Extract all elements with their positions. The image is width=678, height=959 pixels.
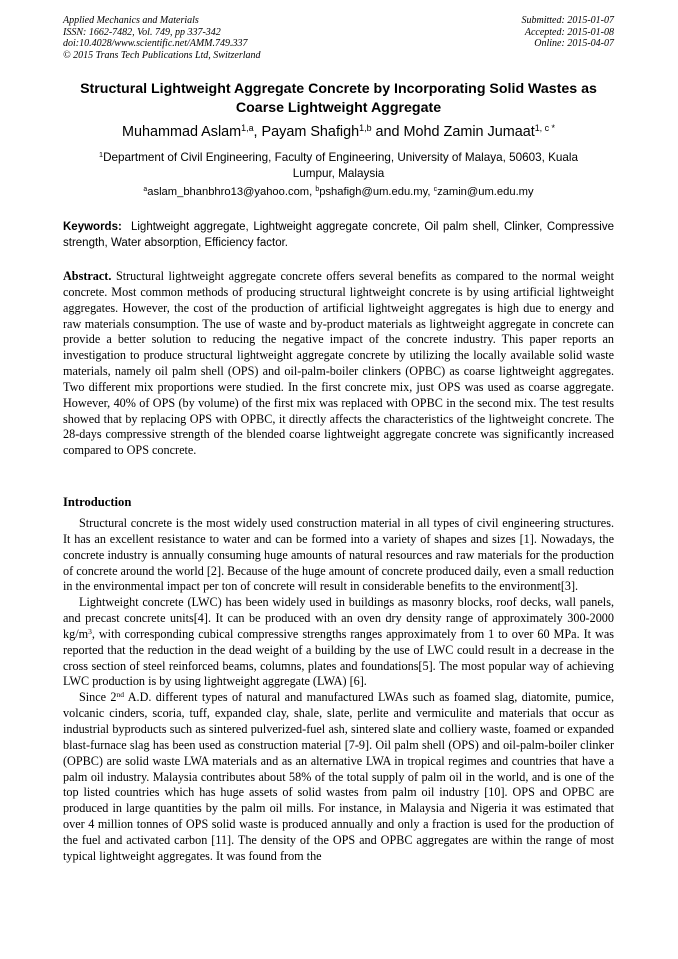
online-date: Online: 2015-04-07 [534,38,614,50]
paragraph [63,595,614,690]
abstract-text: Structural lightweight aggregate concrete offers several benefits as compared to the normal weight concrete. Most common methods of producing structural lightweight concrete is by using artificial lightweight aggregates. However, the cost of the production of artificial lightweight aggregates is high due to energy and raw materials consumption. The use of waste and by-product materials as lightweight aggregate in concrete can provide a better solution to reducing the negative impact of the concrete industry. This paper reports an investigation to produce structural lightweight aggregate concrete by utilizing the locally available solid waste materials, namely oil palm shell (OPS) and oil-palm-boiler clinkers (OPBC) as coarse lightweight aggregates. Two different mix proportions were studied. In the first concrete mix, just OPS was used as coarse aggregate. However, 40% of OPS (by volume) of the first mix was replaced with OPBC in the second mix. The test results showed that by replacing OPS with OPBC, it directly affects the characteristics of the lightweight concrete. The 28-days compressive strength of the blended coarse lightweight aggregate concrete was significantly increased compared to OPS concrete. [63,269,615,458]
abstract-label: Abstract. [63,269,112,283]
paragraph-text: Structural concrete is the most widely used construction material in all types of civil engineering structures. It has an excellent resistance to water and can be formed into a variety of shapes and sizes [1]. Nowadays, the concrete industry is annually consuming huge amounts of natural resources and raw materials for the production of concrete around the world [2]. Because of the huge amount of concrete produced daily, even a small reduction in the environmental impact per ton of concrete will result in considerable benefits to the environment[3]. [63,516,614,594]
paragraph-text: , with corresponding cubical compressive strengths ranges approximately from 1 to over 60 MPa. It was reported that the reduction in the dead weight of a building by the use of LWC could result in a decrease in the cross section of steel reinforced beams, columns, plates and foundations[5]. The most popular way of achieving LWC production is by using lightweight aggregate (LWA) [6]. [63,626,614,689]
paper-title: Structural Lightweight Aggregate Concrete by Incorporating Solid Wastes as Coarse Lightweight Aggregate [80,81,597,116]
email-mark: a [143,186,148,194]
author: Payam Shafigh [261,124,360,140]
superscript: 3 [88,626,92,636]
keywords [63,220,614,251]
introduction-body [63,516,614,865]
affiliation-text: Department of Civil Engineering, Faculty of Engineering, University of Malaya, 50603, Kuala Lumpur, Malaysia [103,151,578,180]
author: Mohd Zamin Jumaat [403,124,535,140]
section-heading-introduction: Introduction [63,495,132,509]
author-affil-mark: 1,a [241,123,254,134]
email-address[interactable]: zamin@um.edu.my [437,186,534,198]
accepted-date: Accepted: 2015-01-08 [524,26,614,38]
paragraph-text: A.D. different types of natural and manufactured LWAs such as foamed slag, diatomite, pumice, volcanic cinders, scoria, tuff, expanded clay, shale, slate, perlite and vermiculite and materials that occur as industrial byproducts such as sintered pulverized-fuel ash, sintered slate and colliery waste, foamed or expanded blast-furnace slag has been used as construction material [7-9]. Oil palm shell (OPS) and oil-palm-boiler clinker (OPBC) are solid waste LWA materials and as an alternative LWA in tropical regimes and countries that have a palm oil industry. Malaysia contributes about 58% of the total supply of palm oil in the world, and is one of the top listed countries which has huge assets of solid wastes from palm oil industry [10]. OPS and OPBC are produced in large quantities by the palm oil mills. For instance, in Malaysia and Nigeria it was estimated that over 4 million tonnes of OPS solid waste is produced annually and only a fraction is used for the production of the fuel and activated carbon [11]. The density of the OPS and OPBC aggregates are within the range of most typical lightweight aggregates. It was found from the [63,690,615,863]
superscript: nd [116,690,125,700]
author-affil-mark: 1,b [359,123,372,134]
affiliation [78,150,599,181]
author-affil-mark: 1, c * [534,123,556,134]
email-mark: c [433,186,438,194]
paragraph-text: Since 2 [79,690,117,705]
paragraph [63,690,614,864]
email-list [63,185,614,199]
author-separator: and [371,124,404,140]
author-list [63,123,614,141]
abstract [63,269,614,459]
email-address[interactable]: aslam_bhanbhro13@yahoo.com [147,186,310,198]
keywords-text: Lightweight aggregate, Lightweight aggregate concrete, Oil palm shell, Clinker, Compressive strength, Water absorption, Efficiency factor. [63,221,615,249]
affiliation-mark: 1 [99,150,104,160]
author-separator: , [253,124,262,140]
copyright-line: © 2015 Trans Tech Publications Ltd, Switzerland [63,49,261,61]
submitted-date: Submitted: 2015-01-07 [521,15,614,26]
author: Muhammad Aslam [121,124,242,140]
dates-header [522,15,615,50]
journal-name: Applied Mechanics and Materials [63,15,199,26]
doi-line: doi:10.4028/www.scientific.net/AMM.749.337 [63,38,248,50]
paragraph-text: Lightweight concrete (LWC) has been widely used in buildings as masonry blocks, roof decks, wall panels, and precast concrete units[4]. It can be produced with an oven dry density range of approximately 300-2000 kg/m [63,595,614,641]
issn-line: ISSN: 1662-7482, Vol. 749, pp 337-342 [63,26,221,38]
paragraph [63,516,614,595]
keywords-label: Keywords: [63,221,122,233]
email-separator: , [427,186,434,198]
email-address[interactable]: pshafigh@um.edu.my [319,186,428,198]
journal-header [63,15,261,61]
email-separator: , [309,186,316,198]
email-mark: b [315,186,320,194]
